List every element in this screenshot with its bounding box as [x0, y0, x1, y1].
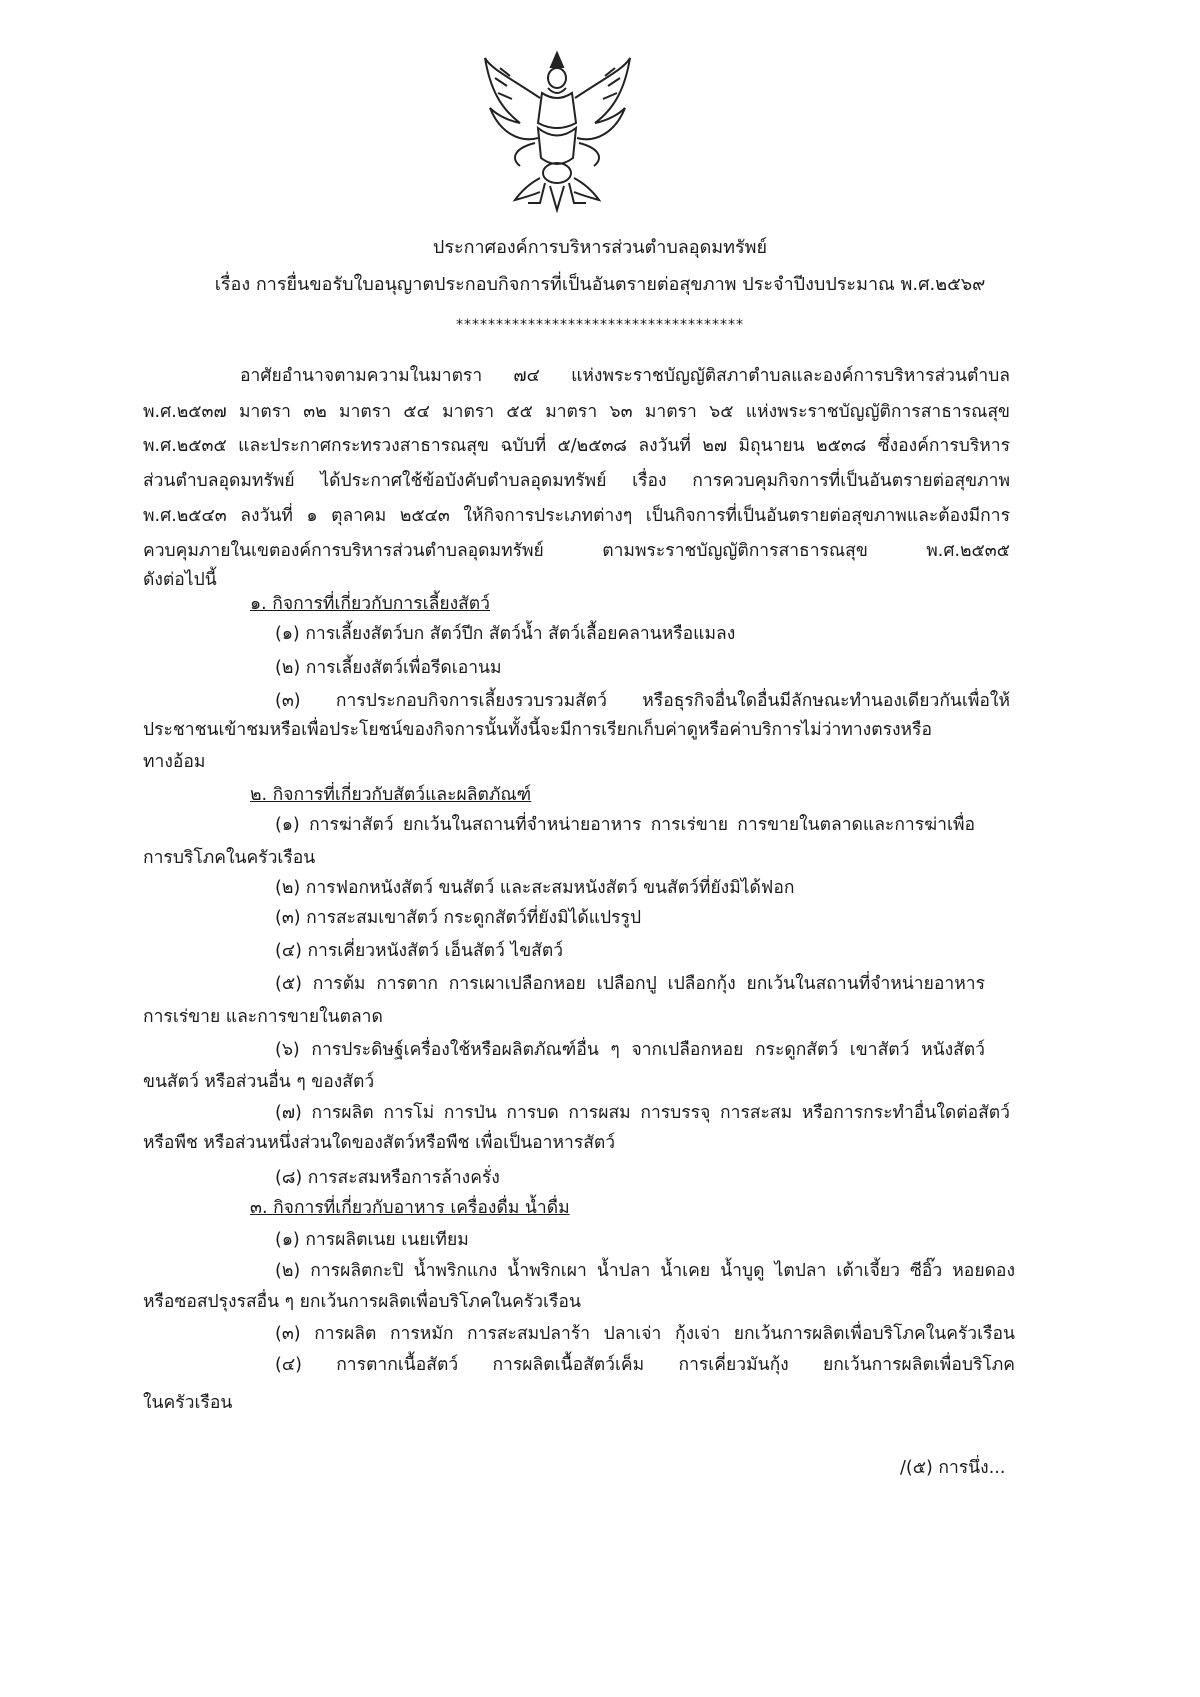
- section-heading: ๑. กิจการที่เกี่ยวกับการเลี้ยงสัตว์: [250, 594, 491, 614]
- section-item: (๔) การเคี่ยวหนังสัตว์ เอ็นสัตว์ ไขสัตว์: [275, 941, 564, 961]
- section-item: (๘) การสะสมหรือการล้างครั่ง: [275, 1168, 500, 1188]
- section-item: (๓) การสะสมเขาสัตว์ กระดูกสัตว์ที่ยังมิได้แปรรูป: [275, 908, 642, 928]
- section-item: การเร่ขาย และการขายในตลาด: [143, 1007, 383, 1027]
- preamble-line: พ.ศ.๒๕๔๓ ลงวันที่ ๑ ตุลาคม ๒๕๔๓ ให้กิจการประเภทต่างๆ เป็นกิจการที่เป็นอันตรายต่อสุขภาพและต้องมีการ: [143, 506, 1010, 526]
- section-item: (๓) การประกอบกิจการเลี้ยงรวบรวมสัตว์ หรือธุรกิจอื่นใดอื่นมีลักษณะทำนองเดียวกันเพื่อให้: [275, 691, 1010, 711]
- page-continuation: /(๕) การนึ่ง...: [900, 1458, 1006, 1478]
- section-item: (๗) การผลิต การโม่ การป่น การบด การผสม การบรรจุ การสะสม หรือการกระทำอื่นใดต่อสัตว์: [275, 1103, 1010, 1123]
- section-item: หรือซอสปรุงรสอื่น ๆ ยกเว้นการผลิตเพื่อบริโภคในครัวเรือน: [143, 1292, 581, 1312]
- preamble-line: อาศัยอำนาจตามความในมาตรา ๗๔ แห่งพระราชบัญญัติสภาตำบลและองค์การบริหารส่วนตำบล: [240, 366, 1010, 386]
- section-heading: ๓. กิจการที่เกี่ยวกับอาหาร เครื่องดื่ม น้ำดื่ม: [250, 1198, 570, 1218]
- section-item: (๑) การผลิตเนย เนยเทียม: [275, 1230, 469, 1250]
- section-item: หรือพืช หรือส่วนหนึ่งส่วนใดของสัตว์หรือพืช เพื่อเป็นอาหารสัตว์: [143, 1133, 616, 1153]
- preamble-line: ควบคุมภายในเขตองค์การบริหารส่วนตำบลอุดมทรัพย์ ตามพระราชบัญญัติการสาธารณสุข พ.ศ.๒๕๓๕: [143, 541, 1010, 561]
- preamble-line: พ.ศ.๒๕๓๕ และประกาศกระทรวงสาธารณสุข ฉบับที่ ๕/๒๕๓๘ ลงวันที่ ๒๗ มิถุนายน ๒๕๓๘ ซึ่งองค์การบริหาร: [143, 436, 1010, 456]
- section-item: (๕) การต้ม การตาก การเผาเปลือกหอย เปลือกปู เปลือกกุ้ง ยกเว้นในสถานที่จำหน่ายอาหาร: [275, 974, 985, 994]
- section-item: (๒) การฟอกหนังสัตว์ ขนสัตว์ และสะสมหนังสัตว์ ขนสัตว์ที่ยังมิได้ฟอก: [275, 878, 795, 898]
- section-item: ประชาชนเข้าชมหรือเพื่อประโยชน์ของกิจการนั้นทั้งนี้จะมีการเรียกเก็บค่าดูหรือค่าบริการไม่ว่าทางตรงหรือ: [143, 720, 932, 740]
- section-item: ขนสัตว์ หรือส่วนอื่น ๆ ของสัตว์: [143, 1072, 375, 1092]
- section-item: ในครัวเรือน: [143, 1393, 233, 1413]
- preamble-line: ส่วนตำบลอุดมทรัพย์ ได้ประกาศใช้ข้อบังคับตำบลอุดมทรัพย์ เรื่อง การควบคุมกิจการที่เป็นอันตรายต่อสุขภาพ: [143, 471, 1010, 491]
- section-item: (๓) การผลิต การหมัก การสะสมปลาร้า ปลาเจ่า กุ้งเจ่า ยกเว้นการผลิตเพื่อบริโภคในครัวเรือน: [275, 1324, 1015, 1344]
- preamble-line: พ.ศ.๒๕๓๗ มาตรา ๓๒ มาตรา ๕๔ มาตรา ๕๕ มาตรา ๖๓ มาตรา ๖๕ แห่งพระราชบัญญัติการสาธารณสุข: [143, 402, 1010, 422]
- section-item: (๖) การประดิษฐ์เครื่องใช้หรือผลิตภัณฑ์อื่น ๆ จากเปลือกหอย กระดูกสัตว์ เขาสัตว์ หนังสัตว์: [275, 1040, 985, 1060]
- section-heading: ๒. กิจการที่เกี่ยวกับสัตว์และผลิตภัณฑ์: [250, 785, 532, 805]
- section-item: การบริโภคในครัวเรือน: [143, 848, 316, 868]
- section-item: (๒) การผลิตกะปิ น้ำพริกแกง น้ำพริกเผา น้ำปลา น้ำเคย น้ำบูดู ไตปลา เต้าเจี้ยว ซีอิ๊ว หอยดอง: [275, 1261, 1015, 1281]
- garuda-emblem-icon: [480, 48, 635, 213]
- document-title: ประกาศองค์การบริหารส่วนตำบลอุดมทรัพย์: [432, 237, 768, 258]
- section-item: (๔) การตากเนื้อสัตว์ การผลิตเนื้อสัตว์เค็ม การเคี่ยวมันกุ้ง ยกเว้นการผลิตเพื่อบริโภค: [275, 1355, 1015, 1375]
- section-item: (๑) การเลี้ยงสัตว์บก สัตว์ปีก สัตว์น้ำ สัตว์เลื้อยคลานหรือแมลง: [275, 624, 736, 644]
- section-item: (๒) การเลี้ยงสัตว์เพื่อรีดเอานม: [275, 658, 502, 678]
- separator-stars: ************************************: [456, 317, 744, 333]
- section-item: (๑) การฆ่าสัตว์ ยกเว้นในสถานที่จำหน่ายอาหาร การเร่ขาย การขายในตลาดและการฆ่าเพื่อ: [275, 815, 975, 835]
- document-subject: เรื่อง การยื่นขอรับใบอนุญาตประกอบกิจการที่เป็นอันตรายต่อสุขภาพ ประจำปีงบประมาณ พ.ศ.๒๕๖๙: [214, 274, 986, 295]
- preamble-line: ดังต่อไปนี้: [143, 570, 217, 590]
- section-item: ทางอ้อม: [143, 752, 206, 772]
